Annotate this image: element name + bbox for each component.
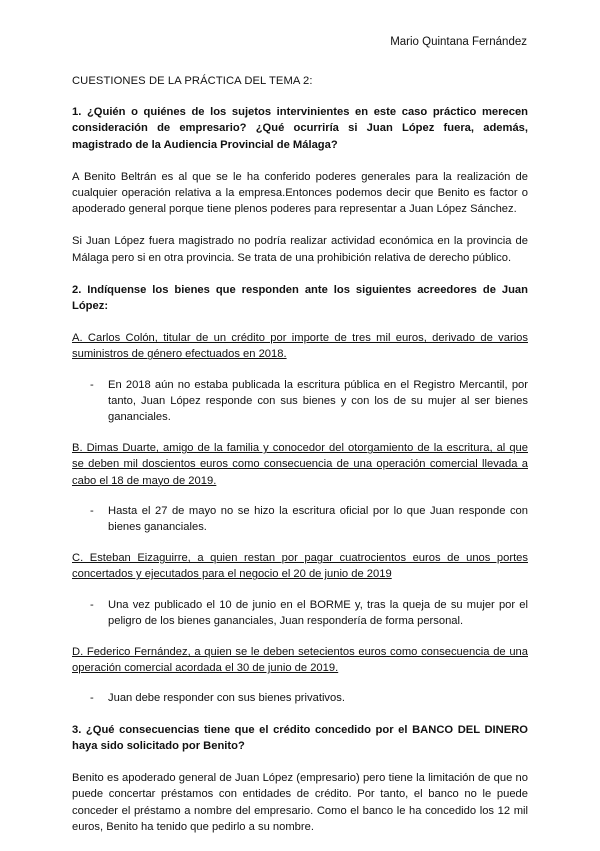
answer-list-b <box>72 503 528 535</box>
answer-1-paragraph-1: A Benito Beltrán es al que se le ha conferido poderes generales para la realización de cualquier operación relativa a la empresa.Entonces podemos decir que Benito es factor o apoderado general porque tiene plenos poderes para representar a Juan López Sánchez. <box>72 170 528 216</box>
question-3: 3. ¿Qué consecuencias tiene que el crédito concedido por el BANCO DEL DINERO haya sido solicitado por Benito? <box>72 723 528 752</box>
creditor-d: D. Federico Fernández, a quien se le deben setecientos euros como consecuencia de una operación comercial acordada el 30 de junio de 2019. <box>72 646 528 675</box>
answer-list-c <box>72 597 528 629</box>
answer-1-paragraph-2: Si Juan López fuera magistrado no podría realizar actividad económica en la provincia de Málaga pero si en otra provincia. Se trata de una prohibición relativa de derecho público. <box>72 235 528 264</box>
answer-b: - Hasta el 27 de mayo no se hizo la escritura oficial por lo que Juan responde con bienes gananciales. <box>108 503 528 535</box>
document-body <box>72 73 528 851</box>
answer-c: - Una vez publicado el 10 de junio en el BORME y, tras la queja de su mujer por el peligro de los bienes gananciales, Juan respondería de forma personal. <box>108 597 528 629</box>
creditor-b: B. Dimas Duarte, amigo de la familia y conocedor del otorgamiento de la escritura, al que se deben mil doscientos euros como consecuencia de una operación comercial llevada a cabo el 18 de mayo de 2019. <box>72 442 528 487</box>
answer-list-d <box>72 690 528 706</box>
answer-list-a <box>72 377 528 426</box>
question-1: 1. ¿Quién o quiénes de los sujetos intervinientes en este caso práctico merecen consideración de empresario? ¿Qué ocurriría si Juan López fuera, además, magistrado de la Audiencia Provincial de Málaga? <box>72 106 528 151</box>
author-name: Mario Quintana Fernández <box>390 36 527 48</box>
answer-d: - Juan debe responder con sus bienes privativos. <box>108 690 528 706</box>
answer-3: Benito es apoderado general de Juan López (empresario) pero tiene la limitación de que no puede concertar préstamos con entidades de crédito. Por tanto, el banco no le puede conceder el préstamo a nombre del empresario. Como el banco le ha concedido los 12 mil euros, Benito ha tenido que pedirlo a su nombre. <box>72 772 528 833</box>
answer-a: - En 2018 aún no estaba publicada la escritura pública en el Registro Mercantil, por tanto, Juan López responde con sus bienes y con los de su mujer al ser bienes gananciales. <box>108 377 528 426</box>
creditor-c: C. Esteban Eizaguirre, a quien restan por pagar cuatrocientos euros de unos portes concertados y ejecutados para el negocio el 20 de junio de 2019 <box>72 552 528 581</box>
question-2: 2. Indíquense los bienes que responden ante los siguientes acreedores de Juan López: <box>72 283 528 313</box>
doc-title: CUESTIONES DE LA PRÁCTICA DEL TEMA 2: <box>72 75 313 87</box>
creditor-a: A. Carlos Colón, titular de un crédito por importe de tres mil euros, derivado de varios suministros de género efectuados en 2018. <box>72 332 528 361</box>
